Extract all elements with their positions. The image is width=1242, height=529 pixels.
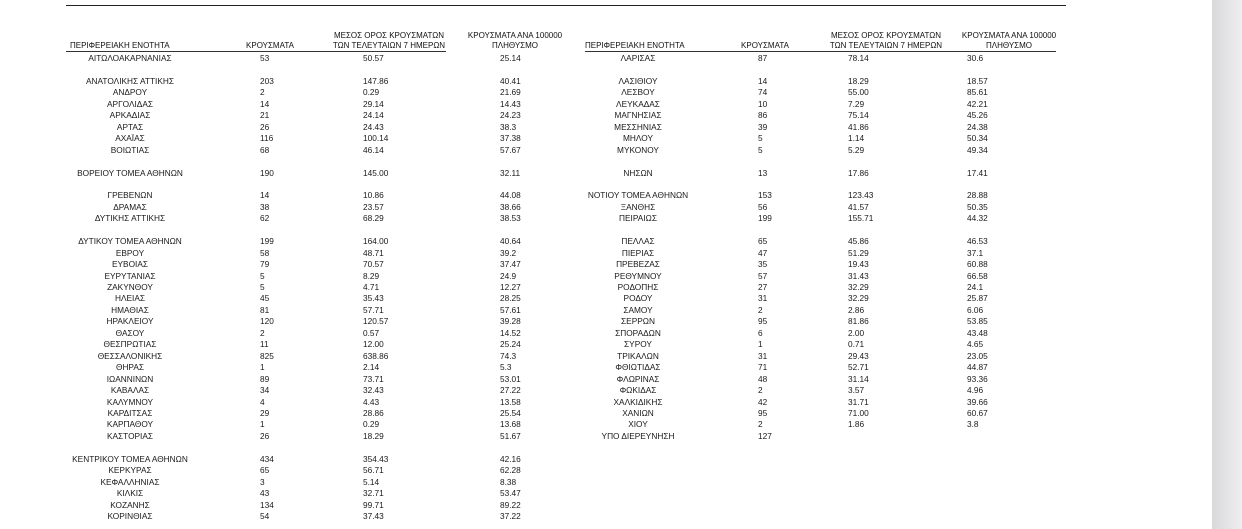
right-avg-cell: 0.71 xyxy=(848,339,865,350)
right-region-cell: ΜΗΛΟΥ xyxy=(623,133,653,144)
left-cases-cell: 434 xyxy=(260,453,274,464)
right-cases-cell: 199 xyxy=(758,213,772,224)
right-cases-cell: 71 xyxy=(758,362,768,373)
right-cases-cell: 14 xyxy=(758,75,768,86)
right-per100k-cell: 4.65 xyxy=(967,339,984,350)
right-region-cell: ΣΑΜΟΥ xyxy=(623,304,653,315)
right-region-cell: ΛΑΣΙΘΙΟΥ xyxy=(618,75,658,86)
left-region-cell: ΚΑΡΠΑΘΟΥ xyxy=(106,419,154,430)
right-cases-cell: 153 xyxy=(758,190,772,201)
right-cases-cell: 5 xyxy=(758,133,763,144)
right-avg-cell: 2.86 xyxy=(848,304,865,315)
right-region-cell: ΦΛΩΡΙΝΑΣ xyxy=(616,373,660,384)
left-cases-cell: 190 xyxy=(260,167,274,178)
left-cases-cell: 58 xyxy=(260,247,270,258)
right-cases-cell: 48 xyxy=(758,373,768,384)
left-per100k-cell: 38.3 xyxy=(500,121,517,132)
right-per100k-cell: 93.36 xyxy=(967,373,988,384)
left-avg-cell: 32.71 xyxy=(363,488,384,499)
left-per100k-cell: 39.2 xyxy=(500,247,517,258)
left-cases-cell: 34 xyxy=(260,385,270,396)
right-avg-cell: 31.71 xyxy=(848,396,869,407)
right-region-cell: ΜΕΣΣΗΝΙΑΣ xyxy=(614,121,662,132)
left-region-cell: ΕΥΡΥΤΑΝΙΑΣ xyxy=(104,270,156,281)
left-avg-cell: 73.71 xyxy=(363,373,384,384)
left-region-cell: ΘΕΣΠΡΩΤΙΑΣ xyxy=(103,339,157,350)
left-region-cell: ΚΟΖΑΝΗΣ xyxy=(110,499,150,510)
left-per100k-cell: 13.68 xyxy=(500,419,521,430)
left-region-cell: ΗΜΑΘΙΑΣ xyxy=(111,304,149,315)
left-cases-cell: 43 xyxy=(260,488,270,499)
right-per100k-cell: 46.53 xyxy=(967,236,988,247)
left-region-cell: ΚΑΣΤΟΡΙΑΣ xyxy=(106,430,154,441)
left-per100k-cell: 32.11 xyxy=(500,167,521,178)
left-avg-cell: 50.57 xyxy=(363,53,384,63)
left-per100k-cell: 53.47 xyxy=(500,488,521,499)
left-avg-cell: 4.71 xyxy=(363,282,380,292)
right-cases-cell: 6 xyxy=(758,327,763,338)
left-per100k-cell: 38.66 xyxy=(500,201,521,212)
left-cases-cell: 65 xyxy=(260,465,270,476)
left-per100k-cell: 62.28 xyxy=(500,465,521,476)
right-cases-cell: 95 xyxy=(758,316,768,327)
right-avg-cell: 32.29 xyxy=(848,293,869,304)
right-cases-cell: 1 xyxy=(758,339,763,350)
left-avg-cell: 120.57 xyxy=(363,316,389,327)
right-cases-cell: 56 xyxy=(758,201,768,212)
right-region-cell: ΣΕΡΡΩΝ xyxy=(621,316,655,327)
left-cases-cell: 120 xyxy=(260,316,274,327)
left-cases-cell: 89 xyxy=(260,373,270,384)
left-region-cell: ΑΙΤΩΛΟΑΚΑΡΝΑΝΙΑΣ xyxy=(88,53,172,63)
right-per100k-cell: 60.88 xyxy=(967,259,988,270)
right-cases-cell: 47 xyxy=(758,247,768,258)
left-avg-cell: 28.86 xyxy=(363,407,384,418)
left-cases-cell: 54 xyxy=(260,511,270,521)
right-per100k-cell: 39.66 xyxy=(967,396,988,407)
right-region-cell: ΝΟΤΙΟΥ ΤΟΜΕΑ ΑΘΗΝΩΝ xyxy=(587,190,689,201)
left-cases-cell: 4 xyxy=(260,396,265,407)
right-per100k-cell: 44.32 xyxy=(967,213,988,224)
left-cases-cell: 1 xyxy=(260,362,265,373)
header-avg7-right: ΜΕΣΟΣ ΟΡΟΣ ΚΡΟΥΣΜΑΤΩΝ ΤΩΝ ΤΕΛΕΥΤΑΙΩΝ 7 ΗΜΕΡΩΝ xyxy=(829,31,943,50)
left-per100k-cell: 5.3 xyxy=(500,362,512,373)
left-region-cell: ΚΑΒΑΛΑΣ xyxy=(110,385,150,396)
left-region-cell: ΗΛΕΙΑΣ xyxy=(114,293,146,304)
left-per100k-cell: 25.54 xyxy=(500,407,521,418)
left-region-cell: ΘΕΣΣΑΛΟΝΙΚΗΣ xyxy=(97,350,163,361)
header-avg7-left: ΜΕΣΟΣ ΟΡΟΣ ΚΡΟΥΣΜΑΤΩΝ ΤΩΝ ΤΕΛΕΥΤΑΙΩΝ 7 ΗΜΕΡΩΝ xyxy=(332,31,446,50)
left-region-cell: ΚΙΛΚΙΣ xyxy=(116,488,144,499)
left-avg-cell: 354.43 xyxy=(363,453,389,464)
left-region-cell: ΚΕΝΤΡΙΚΟΥ ΤΟΜΕΑ ΑΘΗΝΩΝ xyxy=(72,453,188,464)
right-per100k-cell: 6.06 xyxy=(967,304,984,315)
left-region-cell: ΒΟΡΕΙΟΥ ΤΟΜΕΑ ΑΘΗΝΩΝ xyxy=(77,167,183,178)
right-cases-cell: 5 xyxy=(758,144,763,155)
right-avg-cell: 3.57 xyxy=(848,385,865,396)
left-avg-cell: 10.86 xyxy=(363,190,384,201)
right-avg-cell: 2.00 xyxy=(848,327,865,338)
header-per100k-left: ΚΡΟΥΣΜΑΤΑ ΑΝΑ 100000 ΠΛΗΘΥΣΜΟ xyxy=(467,31,563,50)
right-region-cell: ΛΕΥΚΑΔΑΣ xyxy=(616,98,660,109)
left-per100k-cell: 74.3 xyxy=(500,350,517,361)
right-avg-cell: 71.00 xyxy=(848,407,869,418)
right-region-cell: ΠΡΕΒΕΖΑΣ xyxy=(616,259,660,270)
left-cases-cell: 14 xyxy=(260,190,270,201)
right-per100k-cell: 17.41 xyxy=(967,167,988,178)
right-avg-cell: 29.43 xyxy=(848,350,869,361)
right-per100k-cell: 60.67 xyxy=(967,407,988,418)
left-avg-cell: 2.14 xyxy=(363,362,380,373)
left-per100k-cell: 39.28 xyxy=(500,316,521,327)
right-region-cell: ΦΘΙΩΤΙΔΑΣ xyxy=(615,362,661,373)
right-cases-cell: 31 xyxy=(758,293,768,304)
right-per100k-cell: 18.57 xyxy=(967,75,988,86)
right-region-cell: ΜΑΓΝΗΣΙΑΣ xyxy=(614,110,662,121)
left-region-cell: ΑΡΓΟΛΙΔΑΣ xyxy=(107,98,153,109)
left-region-cell: ΒΟΙΩΤΙΑΣ xyxy=(110,144,150,155)
right-avg-cell: 51.29 xyxy=(848,247,869,258)
left-region-cell: ΕΒΡΟΥ xyxy=(115,247,145,258)
left-per100k-cell: 25.24 xyxy=(500,339,521,350)
left-per100k-cell: 25.14 xyxy=(500,53,521,63)
right-avg-cell: 32.29 xyxy=(848,282,869,292)
left-per100k-cell: 37.38 xyxy=(500,133,521,144)
left-cases-cell: 5 xyxy=(260,282,265,292)
left-cases-cell: 62 xyxy=(260,213,270,224)
right-cases-cell: 13 xyxy=(758,167,768,178)
left-avg-cell: 147.86 xyxy=(363,75,389,86)
left-per100k-cell: 42.16 xyxy=(500,453,521,464)
right-region-cell: ΛΑΡΙΣΑΣ xyxy=(620,53,656,63)
right-per100k-cell: 44.87 xyxy=(967,362,988,373)
right-cases-cell: 86 xyxy=(758,110,768,121)
left-per100k-cell: 21.69 xyxy=(500,87,521,98)
right-per100k-cell: 24.38 xyxy=(967,121,988,132)
left-cases-cell: 14 xyxy=(260,98,270,109)
left-cases-cell: 79 xyxy=(260,259,270,270)
right-per100k-cell: 85.61 xyxy=(967,87,988,98)
left-region-cell: ΘΗΡΑΣ xyxy=(115,362,145,373)
left-per100k-cell: 14.43 xyxy=(500,98,521,109)
left-cases-cell: 53 xyxy=(260,53,270,63)
left-avg-cell: 46.14 xyxy=(363,144,384,155)
right-avg-cell: 155.71 xyxy=(848,213,874,224)
left-cases-cell: 199 xyxy=(260,236,274,247)
right-region-cell: ΠΕΛΛΑΣ xyxy=(621,236,655,247)
right-region-cell: ΣΥΡΟΥ xyxy=(624,339,652,350)
right-per100k-cell: 42.21 xyxy=(967,98,988,109)
right-avg-cell: 55.00 xyxy=(848,87,869,98)
right-region-cell: ΠΕΙΡΑΙΩΣ xyxy=(619,213,657,224)
right-cases-cell: 57 xyxy=(758,270,768,281)
right-region-cell: ΡΟΔΟΠΗΣ xyxy=(617,282,659,292)
right-cases-cell: 27 xyxy=(758,282,768,292)
left-region-cell: ΑΝΔΡΟΥ xyxy=(112,87,148,98)
left-region-cell: ΓΡΕΒΕΝΩΝ xyxy=(107,190,153,201)
left-cases-cell: 29 xyxy=(260,407,270,418)
left-avg-cell: 0.29 xyxy=(363,87,380,98)
left-cases-cell: 1 xyxy=(260,419,265,430)
left-cases-cell: 21 xyxy=(260,110,270,121)
left-cases-cell: 26 xyxy=(260,430,270,441)
right-region-cell: ΣΠΟΡΑΔΩΝ xyxy=(615,327,661,338)
right-avg-cell: 81.86 xyxy=(848,316,869,327)
right-per100k-cell: 28.88 xyxy=(967,190,988,201)
right-avg-cell: 1.86 xyxy=(848,419,865,430)
right-per100k-cell: 43.48 xyxy=(967,327,988,338)
right-region-cell: ΞΑΝΘΗΣ xyxy=(620,201,656,212)
left-avg-cell: 4.43 xyxy=(363,396,380,407)
right-per100k-cell: 37.1 xyxy=(967,247,984,258)
left-per100k-cell: 51.67 xyxy=(500,430,521,441)
left-per100k-cell: 37.47 xyxy=(500,259,521,270)
right-cases-cell: 31 xyxy=(758,350,768,361)
left-region-cell: ΕΥΒΟΙΑΣ xyxy=(111,259,149,270)
left-region-cell: ΚΕΦΑΛΛΗΝΙΑΣ xyxy=(100,476,160,487)
header-rule-right xyxy=(585,51,1056,52)
right-cases-cell: 35 xyxy=(758,259,768,270)
left-cases-cell: 3 xyxy=(260,476,265,487)
left-cases-cell: 5 xyxy=(260,270,265,281)
right-cases-cell: 74 xyxy=(758,87,768,98)
right-region-cell: ΡΟΔΟΥ xyxy=(623,293,653,304)
right-region-cell: ΡΕΘΥΜΝΟΥ xyxy=(614,270,662,281)
left-per100k-cell: 57.61 xyxy=(500,304,521,315)
right-region-cell: ΠΙΕΡΙΑΣ xyxy=(621,247,655,258)
left-cases-cell: 81 xyxy=(260,304,270,315)
header-region-right: ΠΕΡΙΦΕΡΕΙΑΚΗ ΕΝΟΤΗΤΑ xyxy=(585,41,685,50)
left-avg-cell: 37.43 xyxy=(363,511,384,521)
right-per100k-cell: 3.8 xyxy=(967,419,979,430)
right-avg-cell: 1.14 xyxy=(848,133,865,144)
right-cases-cell: 2 xyxy=(758,419,763,430)
left-per100k-cell: 13.58 xyxy=(500,396,521,407)
right-region-cell: ΛΕΣΒΟΥ xyxy=(621,87,655,98)
left-per100k-cell: 40.64 xyxy=(500,236,521,247)
right-avg-cell: 123.43 xyxy=(848,190,874,201)
right-per100k-cell: 4.96 xyxy=(967,385,984,396)
left-region-cell: ΔΥΤΙΚΟΥ ΤΟΜΕΑ ΑΘΗΝΩΝ xyxy=(78,236,182,247)
left-avg-cell: 12.00 xyxy=(363,339,384,350)
right-cases-cell: 42 xyxy=(758,396,768,407)
left-per100k-cell: 37.22 xyxy=(500,511,521,521)
left-cases-cell: 68 xyxy=(260,144,270,155)
right-cases-cell: 39 xyxy=(758,121,768,132)
right-avg-cell: 75.14 xyxy=(848,110,869,121)
left-avg-cell: 638.86 xyxy=(363,350,389,361)
left-region-cell: ΑΡΤΑΣ xyxy=(116,121,144,132)
left-region-cell: ΑΝΑΤΟΛΙΚΗΣ ΑΤΤΙΚΗΣ xyxy=(85,75,175,86)
right-cases-cell: 2 xyxy=(758,304,763,315)
right-per100k-cell: 66.58 xyxy=(967,270,988,281)
right-cases-cell: 2 xyxy=(758,385,763,396)
left-cases-cell: 38 xyxy=(260,201,270,212)
header-region-left: ΠΕΡΙΦΕΡΕΙΑΚΗ ΕΝΟΤΗΤΑ xyxy=(70,41,170,50)
left-region-cell: ΔΡΑΜΑΣ xyxy=(113,201,147,212)
right-region-cell: ΤΡΙΚΑΛΩΝ xyxy=(617,350,659,361)
right-region-cell: ΦΩΚΙΔΑΣ xyxy=(619,385,657,396)
left-region-cell: ΙΩΑΝΝΙΝΩΝ xyxy=(106,373,154,384)
left-region-cell: ΚΕΡΚΥΡΑΣ xyxy=(108,465,152,476)
left-cases-cell: 825 xyxy=(260,350,274,361)
left-per100k-cell: 38.53 xyxy=(500,213,521,224)
left-per100k-cell: 27.22 xyxy=(500,385,521,396)
header-cases-right: ΚΡΟΥΣΜΑΤΑ xyxy=(741,41,789,50)
left-cases-cell: 134 xyxy=(260,499,274,510)
right-avg-cell: 31.14 xyxy=(848,373,869,384)
left-avg-cell: 56.71 xyxy=(363,465,384,476)
right-avg-cell: 41.57 xyxy=(848,201,869,212)
left-per100k-cell: 89.22 xyxy=(500,499,521,510)
left-per100k-cell: 14.52 xyxy=(500,327,521,338)
right-avg-cell: 78.14 xyxy=(848,53,869,63)
right-per100k-cell: 53.85 xyxy=(967,316,988,327)
right-avg-cell: 19.43 xyxy=(848,259,869,270)
left-avg-cell: 23.57 xyxy=(363,201,384,212)
right-avg-cell: 5.29 xyxy=(848,144,865,155)
left-avg-cell: 70.57 xyxy=(363,259,384,270)
left-per100k-cell: 28.25 xyxy=(500,293,521,304)
left-region-cell: ΑΧΑΪΑΣ xyxy=(115,133,145,144)
header-cases-left: ΚΡΟΥΣΜΑΤΑ xyxy=(246,41,294,50)
left-avg-cell: 18.29 xyxy=(363,430,384,441)
left-cases-cell: 11 xyxy=(260,339,269,350)
right-cases-cell: 127 xyxy=(758,430,772,441)
left-avg-cell: 0.57 xyxy=(363,327,380,338)
right-per100k-cell: 50.35 xyxy=(967,201,988,212)
window-edge xyxy=(1212,0,1242,529)
left-per100k-cell: 57.67 xyxy=(500,144,521,155)
header-per100k-right: ΚΡΟΥΣΜΑΤΑ ΑΝΑ 100000 ΠΛΗΘΥΣΜΟ xyxy=(961,31,1057,50)
left-per100k-cell: 44.08 xyxy=(500,190,521,201)
right-cases-cell: 65 xyxy=(758,236,768,247)
right-per100k-cell: 25.87 xyxy=(967,293,988,304)
left-cases-cell: 45 xyxy=(260,293,270,304)
left-cases-cell: 2 xyxy=(260,87,265,98)
left-avg-cell: 99.71 xyxy=(363,499,384,510)
right-avg-cell: 41.86 xyxy=(848,121,869,132)
right-region-cell: ΜΥΚΟΝΟΥ xyxy=(617,144,659,155)
right-per100k-cell: 23.05 xyxy=(967,350,988,361)
right-region-cell: ΧΙΟΥ xyxy=(628,419,648,430)
left-avg-cell: 24.14 xyxy=(363,110,384,121)
left-cases-cell: 26 xyxy=(260,121,270,132)
left-avg-cell: 68.29 xyxy=(363,213,384,224)
left-avg-cell: 29.14 xyxy=(363,98,384,109)
right-per100k-cell: 45.26 xyxy=(967,110,988,121)
left-cases-cell: 116 xyxy=(260,133,274,144)
left-region-cell: ΖΑΚΥΝΘΟΥ xyxy=(107,282,153,292)
left-per100k-cell: 12.27 xyxy=(500,282,521,292)
left-avg-cell: 0.29 xyxy=(363,419,380,430)
right-per100k-cell: 30.6 xyxy=(967,53,984,63)
left-per100k-cell: 8.38 xyxy=(500,476,517,487)
left-avg-cell: 48.71 xyxy=(363,247,384,258)
left-avg-cell: 8.29 xyxy=(363,270,380,281)
right-cases-cell: 87 xyxy=(758,53,768,63)
left-per100k-cell: 24.23 xyxy=(500,110,521,121)
right-avg-cell: 31.43 xyxy=(848,270,869,281)
left-avg-cell: 5.14 xyxy=(363,476,380,487)
right-avg-cell: 18.29 xyxy=(848,75,869,86)
right-region-cell: ΥΠΟ ΔΙΕΡΕΥΝΗΣΗ xyxy=(601,430,675,441)
header-rule-left xyxy=(66,51,446,52)
left-per100k-cell: 40.41 xyxy=(500,75,521,86)
left-avg-cell: 35.43 xyxy=(363,293,384,304)
left-avg-cell: 57.71 xyxy=(363,304,384,315)
left-avg-cell: 164.00 xyxy=(363,236,389,247)
left-region-cell: ΚΑΛΥΜΝΟΥ xyxy=(106,396,154,407)
right-region-cell: ΝΗΣΩΝ xyxy=(623,167,653,178)
right-per100k-cell: 50.34 xyxy=(967,133,988,144)
left-region-cell: ΚΟΡΙΝΘΙΑΣ xyxy=(107,511,153,521)
right-per100k-cell: 24.1 xyxy=(967,282,984,292)
left-cases-cell: 2 xyxy=(260,327,265,338)
left-avg-cell: 32.43 xyxy=(363,385,384,396)
right-region-cell: ΧΑΝΙΩΝ xyxy=(622,407,654,418)
right-cases-cell: 10 xyxy=(758,98,768,109)
right-per100k-cell: 49.34 xyxy=(967,144,988,155)
right-cases-cell: 95 xyxy=(758,407,768,418)
left-region-cell: ΚΑΡΔΙΤΣΑΣ xyxy=(107,407,153,418)
top-rule xyxy=(66,5,1066,6)
left-avg-cell: 100.14 xyxy=(363,133,389,144)
left-region-cell: ΑΡΚΑΔΙΑΣ xyxy=(109,110,151,121)
right-avg-cell: 17.86 xyxy=(848,167,869,178)
right-avg-cell: 52.71 xyxy=(848,362,869,373)
right-region-cell: ΧΑΛΚΙΔΙΚΗΣ xyxy=(613,396,663,407)
left-avg-cell: 145.00 xyxy=(363,167,389,178)
right-avg-cell: 45.86 xyxy=(848,236,869,247)
right-avg-cell: 7.29 xyxy=(848,98,865,109)
left-per100k-cell: 24.9 xyxy=(500,270,517,281)
left-region-cell: ΔΥΤΙΚΗΣ ΑΤΤΙΚΗΣ xyxy=(94,213,166,224)
left-region-cell: ΘΑΣΟΥ xyxy=(115,327,145,338)
left-per100k-cell: 53.01 xyxy=(500,373,521,384)
left-region-cell: ΗΡΑΚΛΕΙΟΥ xyxy=(106,316,154,327)
left-cases-cell: 203 xyxy=(260,75,274,86)
left-avg-cell: 24.43 xyxy=(363,121,384,132)
